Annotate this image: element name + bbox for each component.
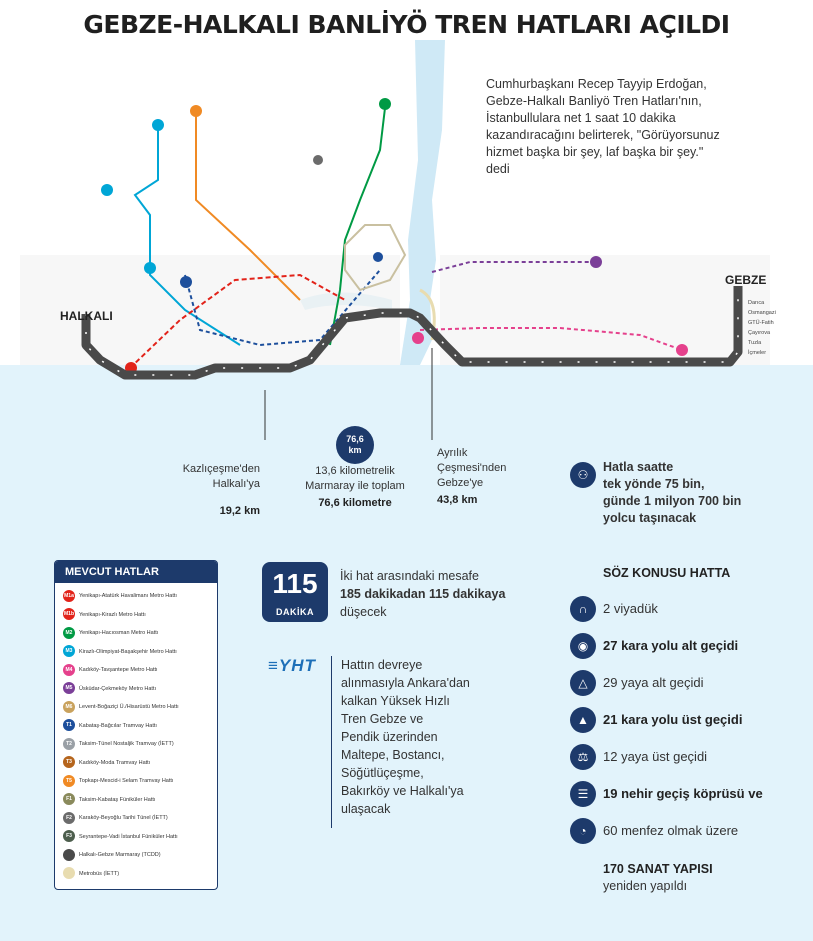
passengers-icon: ⚇ (570, 462, 596, 488)
facilities-total-count: 170 SANAT YAPISI (603, 862, 713, 876)
quote-line: Cumhurbaşkanı Recep Tayyip Erdoğan, (486, 77, 707, 91)
travel-time-line2: 185 dakikadan 115 dakikaya (340, 587, 506, 601)
legend-badge: M1a (63, 590, 75, 602)
passengers-line2: tek yönde 75 bin, (603, 477, 705, 491)
viaduct-icon: ∩ (570, 596, 596, 622)
legend-item (63, 608, 146, 622)
river-bridge-icon: ☰ (570, 781, 596, 807)
legend-label: Yenikapı-Hacıosman Metro Hattı (79, 630, 159, 636)
stat-right-line1: Ayrılık (437, 447, 468, 459)
yht-line: Pendik üzerinden (341, 730, 438, 744)
road-underpass-icon: ◉ (570, 633, 596, 659)
legend-badge: M6 (63, 701, 75, 713)
yht-line: ulaşacak (341, 802, 391, 816)
legend-item (63, 848, 161, 862)
quote-line: Gebze-Halkalı Banliyö Tren Hatları'nın, (486, 94, 702, 108)
passengers-block (603, 459, 793, 527)
stat-left-line2: Halkalı'ya (212, 478, 260, 490)
legend-badge (63, 849, 75, 861)
legend-item (63, 867, 119, 881)
legend-item (63, 589, 177, 603)
travel-time-text (340, 567, 560, 621)
legend-item (63, 793, 155, 807)
legend-label: Taksim-Kabataş Füniküler Hattı (79, 796, 156, 803)
facility-item: 60 menfez olmak üzere (603, 823, 739, 838)
legend-label: Kabataş-Bağcılar Tramvay Hattı (79, 722, 157, 729)
stat-left-value: 19,2 km (219, 505, 260, 517)
legend-badge: T5 (63, 775, 75, 787)
facility-item: 12 yaya üst geçidi (603, 749, 708, 764)
legend-item (63, 830, 178, 844)
stat-left (160, 462, 260, 519)
legend-badge: T1 (63, 719, 75, 731)
yht-divider (331, 656, 332, 828)
travel-time-number: 115 (272, 568, 318, 599)
pedestrian-overpass-icon: ⚖ (570, 744, 596, 770)
culvert-icon: ◔ (570, 818, 596, 844)
legend-item (63, 700, 179, 714)
facility-item: 27 kara yolu alt geçidi (603, 638, 739, 653)
legend-item (63, 663, 158, 677)
legend-badge: F1 (63, 793, 75, 805)
facility-item: 2 viyadük (603, 601, 658, 616)
legend-label: Taksim-Tünel Nostaljik Tramvay (İETT) (79, 741, 174, 747)
station-label: Osmangazi (748, 310, 776, 316)
legend-item (63, 682, 156, 696)
km-badge (336, 426, 374, 464)
yht-line: Maltepe, Bostancı, (341, 748, 445, 762)
travel-time-line1: İki hat arasındaki mesafe (340, 569, 479, 583)
stat-mid (280, 464, 430, 511)
travel-time-line3: düşecek (340, 605, 387, 619)
yht-line: Bakırköy ve Halkalı'ya (341, 784, 464, 798)
station-label: İçmeler (748, 350, 767, 356)
legend-item (63, 626, 158, 640)
km-badge-unit: km (348, 445, 362, 455)
legend-badge: F2 (63, 812, 75, 824)
legend-badge: M5 (63, 682, 75, 694)
legend-item (63, 645, 177, 659)
legend-label: Kadıköy-Moda Tramvay Hattı (79, 759, 151, 766)
km-badge-number: 76,6 (346, 434, 364, 444)
stat-left-line1: Kazlıçeşme'den (182, 463, 260, 475)
legend-badge: M2 (63, 627, 75, 639)
legend-panel (54, 560, 218, 890)
legend-item (63, 756, 150, 770)
legend-label: Kirazlı-Olimpiyat-Başakşehir Metro Hattı (79, 648, 177, 655)
legend-badge: F3 (63, 830, 75, 842)
station-label: Darıca (748, 300, 765, 306)
legend-item (63, 719, 157, 733)
yht-logo: ≡YHT (268, 656, 316, 675)
passengers-line3: günde 1 milyon 700 bin (603, 494, 742, 508)
facility-item: 19 nehir geçiş köprüsü ve (603, 786, 763, 801)
yht-line: Söğütlüçeşme, (341, 766, 424, 780)
yht-line: alınmasıyla Ankara'dan (341, 676, 470, 690)
legend-label: Topkapı-Mescid-i Selam Tramvay Hattı (79, 778, 174, 784)
quote-line: kazandıracağını belirterek, "Görüyorsunuz (486, 128, 720, 142)
legend-item (63, 737, 174, 751)
station-label: Tuzla (748, 340, 762, 346)
stat-right (437, 446, 527, 508)
station-label: Çayırova (748, 330, 771, 336)
yht-text (341, 656, 521, 818)
quote-line: hizmet başka bir şey, laf başka bir şey." (486, 145, 704, 159)
stat-mid-line2: Marmaray ile toplam (305, 480, 405, 492)
yht-line: Tren Gebze ve (341, 712, 424, 726)
facilities-title: SÖZ KONUSU HATTA (603, 566, 731, 580)
stat-mid-value: 76,6 kilometre (318, 497, 392, 509)
halkali-label: HALKALI (60, 309, 113, 323)
stat-right-line2: Çeşmesi'nden (437, 462, 507, 474)
legend-label: Kadıköy-Tavşantepe Metro Hattı (79, 667, 158, 673)
yht-logo-text: YHT (278, 656, 316, 675)
legend-title: MEVCUT HATLAR (55, 561, 217, 583)
legend-label: Levent-Boğaziçi Ü./Hisarüstü Metro Hattı (79, 704, 179, 710)
yht-line: kalkan Yüksek Hızlı (341, 694, 450, 708)
passengers-line4: yolcu taşınacak (603, 511, 697, 525)
road-overpass-icon: ▲ (570, 707, 596, 733)
quote-line: dedi (486, 162, 510, 176)
stat-mid-line1: 13,6 kilometrelik (315, 465, 395, 477)
quote-block (486, 76, 786, 178)
facility-item: 21 kara yolu üst geçidi (603, 712, 743, 727)
travel-time-unit: DAKİKA (276, 607, 314, 617)
legend-label: Halkalı-Gebze Marmaray (TCDD) (79, 852, 161, 858)
legend-item (63, 774, 173, 788)
pedestrian-underpass-icon: △ (570, 670, 596, 696)
legend-badge: M4 (63, 664, 75, 676)
legend-label: Karaköy-Beyoğlu Tarihi Tünel (İETT) (79, 815, 168, 821)
legend-badge (63, 867, 75, 879)
gebze-label: GEBZE (725, 273, 767, 287)
asian-land (440, 255, 770, 365)
legend-item (63, 811, 168, 825)
stat-right-line3: Gebze'ye (437, 477, 484, 489)
facilities-total-text: yeniden yapıldı (603, 879, 688, 893)
quote-line: İstanbullulara net 1 saat 10 dakika (486, 111, 676, 125)
facilities-total (603, 861, 713, 895)
legend-label: Yenikapı-Kirazlı Metro Hattı (79, 611, 146, 618)
legend-label: Yenikapı-Atatürk Havalimanı Metro Hattı (79, 593, 177, 599)
legend-badge: M1b (63, 608, 75, 620)
legend-badge: M3 (63, 645, 75, 657)
legend-label: Üsküdar-Çekmeköy Metro Hattı (79, 685, 157, 692)
yht-line: Hattın devreye (341, 658, 423, 672)
facility-item: 29 yaya alt geçidi (603, 675, 704, 690)
legend-label: Metrobüs (İETT) (79, 870, 120, 877)
legend-label: Seyrantepe-Vadi İstanbul Füniküler Hattı (79, 833, 178, 840)
stat-right-value: 43,8 km (437, 494, 478, 506)
passengers-line1: Hatla saatte (603, 460, 674, 474)
station-label: GTÜ-Fatih (748, 320, 774, 326)
legend-badge: T3 (63, 756, 75, 768)
page-title: GEBZE-HALKALI BANLİYÖ TREN HATLARI AÇILDI (83, 10, 730, 39)
legend-badge: T2 (63, 738, 75, 750)
travel-time-badge (262, 562, 328, 622)
